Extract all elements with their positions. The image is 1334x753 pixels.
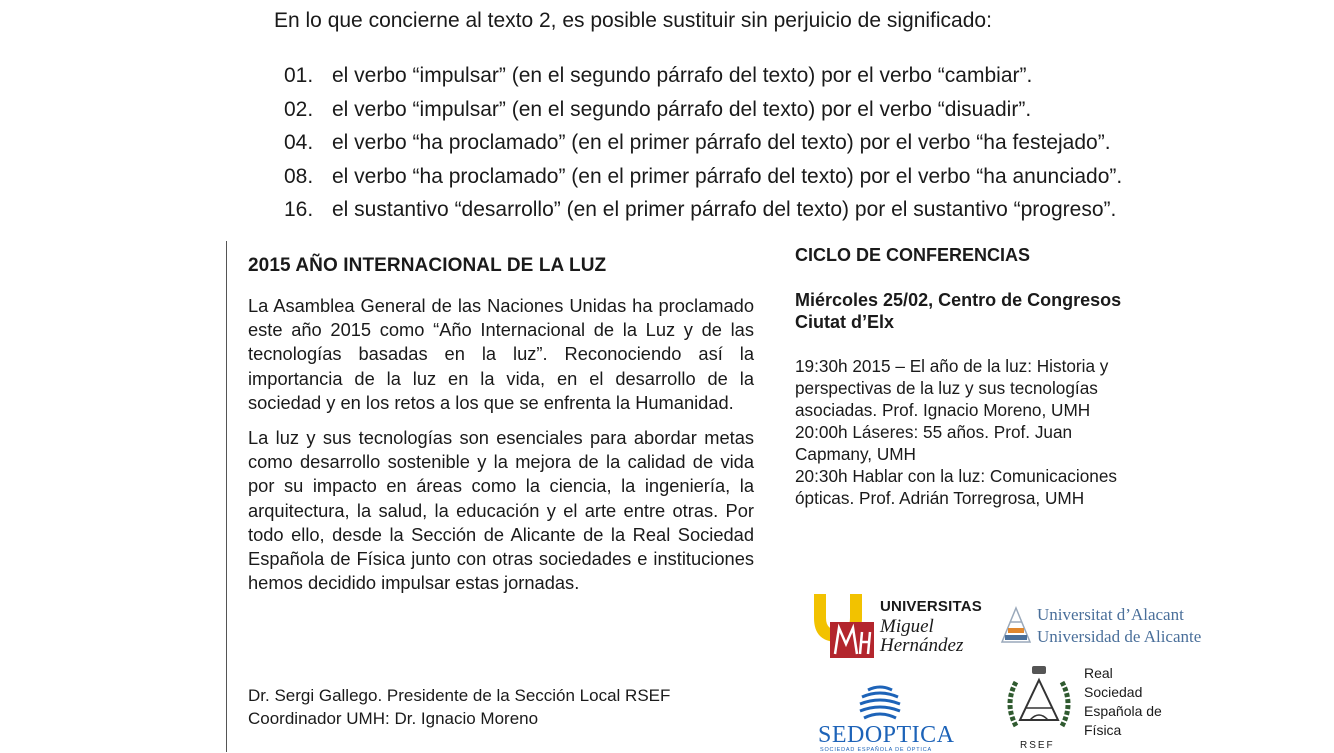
- article-paragraph: La Asamblea General de las Naciones Unidas ha proclamado este año 2015 como “Año Internacional de la Luz y de las tecnologías basadas en la luz”. Reconociendo así la importancia de la luz en la vida, en el desarrollo de la sociedad y en los retos a los que se enfrenta la Humanidad.: [248, 295, 754, 413]
- signature-line: Dr. Sergi Gallego. Presidente de la Sección Local RSEF: [248, 686, 671, 705]
- option-number: 02.: [284, 97, 314, 121]
- talk-line: ópticas. Prof. Adrián Torregrosa, UMH: [795, 488, 1085, 508]
- ua-line1: Universitat d’Alacant: [1037, 605, 1184, 624]
- option-02: [284, 96, 1122, 130]
- rsef-abbr: RSEF: [1020, 740, 1055, 751]
- rsef-laurel-emblem-icon: [1000, 664, 1078, 740]
- option-number: 01.: [284, 64, 314, 87]
- option-04: [284, 129, 1122, 163]
- talk-schedule: [795, 355, 1175, 509]
- talk-line: 19:30h 2015 – El año de la luz: Historia y: [795, 356, 1109, 376]
- sedoptica-name: SEDOPTICA: [818, 722, 955, 748]
- talk-line: Capmany, UMH: [795, 444, 916, 464]
- article-column: [248, 255, 754, 606]
- column-divider: [226, 241, 227, 752]
- rsef-name: [1084, 664, 1162, 740]
- signature-line: Coordinador UMH: Dr. Ignacio Moreno: [248, 709, 539, 728]
- option-text: el verbo “ha proclamado” (en el primer párrafo del texto) por el verbo “ha festejado”.: [332, 131, 1111, 154]
- question-prompt: En lo que concierne al texto 2, es posible sustituir sin perjuicio de significado:: [274, 9, 992, 32]
- umh-name: [880, 617, 963, 655]
- talk-line: asociadas. Prof. Ignacio Moreno, UMH: [795, 400, 1091, 420]
- date-place-line: Miércoles 25/02, Centro de Congresos: [795, 290, 1122, 310]
- talk-line: perspectivas de la luz y sus tecnologías: [795, 378, 1098, 398]
- sedoptica-subtitle: SOCIEDAD ESPAÑOLA DE ÓPTICA: [820, 747, 932, 753]
- umh-line3: Hernández: [880, 635, 964, 656]
- talk-line: 20:30h Hablar con la luz: Comunicaciones: [795, 466, 1117, 486]
- rsef-line: Real: [1084, 665, 1113, 681]
- sedoptica-logo: [818, 684, 955, 753]
- sedoptica-waves-icon: [858, 684, 902, 720]
- option-text: el verbo “impulsar” (en el segundo párrafo del texto) por el verbo “disuadir”.: [332, 97, 1032, 121]
- article-paragraph: La luz y sus tecnologías son esenciales para abordar metas como desarrollo sostenible y la mejora de la calidad de vida por su impacto en áreas como la ciencia, la ingeniería, la arquitectura, la salud, la educación y el arte entre otras. Por todo ello, desde la Sección de Alicante de la Real Sociedad Española de Física junto con otras sociedades e instituciones hemos decidido impulsar estas jornadas.: [248, 427, 754, 594]
- article-title: 2015 AÑO INTERNACIONAL DE LA LUZ: [248, 255, 607, 276]
- conference-column: [795, 245, 1175, 509]
- option-08: [284, 163, 1122, 197]
- umh-emblem-icon: [812, 592, 876, 662]
- ua-emblem-icon: [1000, 606, 1032, 646]
- option-number: 04.: [284, 131, 314, 154]
- rsef-line: Española de: [1084, 703, 1162, 719]
- umh-line2: Miguel: [880, 616, 934, 637]
- option-number: 16.: [284, 198, 314, 221]
- conference-date-place: [795, 289, 1175, 333]
- answer-options: [284, 62, 1122, 230]
- ua-line2: Universidad de Alicante: [1037, 627, 1202, 646]
- signature-block: [248, 684, 670, 730]
- umh-line1: UNIVERSITAS: [880, 598, 982, 615]
- option-text: el verbo “impulsar” (en el segundo párrafo del texto) por el verbo “cambiar”.: [332, 64, 1033, 87]
- conference-title: CICLO DE CONFERENCIAS: [795, 245, 1031, 265]
- ua-logo: [1000, 604, 1202, 654]
- ua-name: [1037, 604, 1201, 648]
- date-place-line: Ciutat d’Elx: [795, 312, 895, 332]
- option-01: [284, 62, 1122, 96]
- talk-line: 20:00h Láseres: 55 años. Prof. Juan: [795, 422, 1073, 442]
- rsef-line: Física: [1084, 722, 1122, 738]
- option-text: el verbo “ha proclamado” (en el primer párrafo del texto) por el verbo “ha anunciado”.: [332, 164, 1123, 188]
- option-number: 08.: [284, 164, 314, 188]
- rsef-line: Sociedad: [1084, 684, 1143, 700]
- option-text: el sustantivo “desarrollo” (en el primer párrafo del texto) por el sustantivo “progreso”.: [332, 198, 1117, 221]
- rsef-logo: [1000, 664, 1170, 752]
- umh-logo: [812, 592, 987, 662]
- option-16: [284, 196, 1122, 230]
